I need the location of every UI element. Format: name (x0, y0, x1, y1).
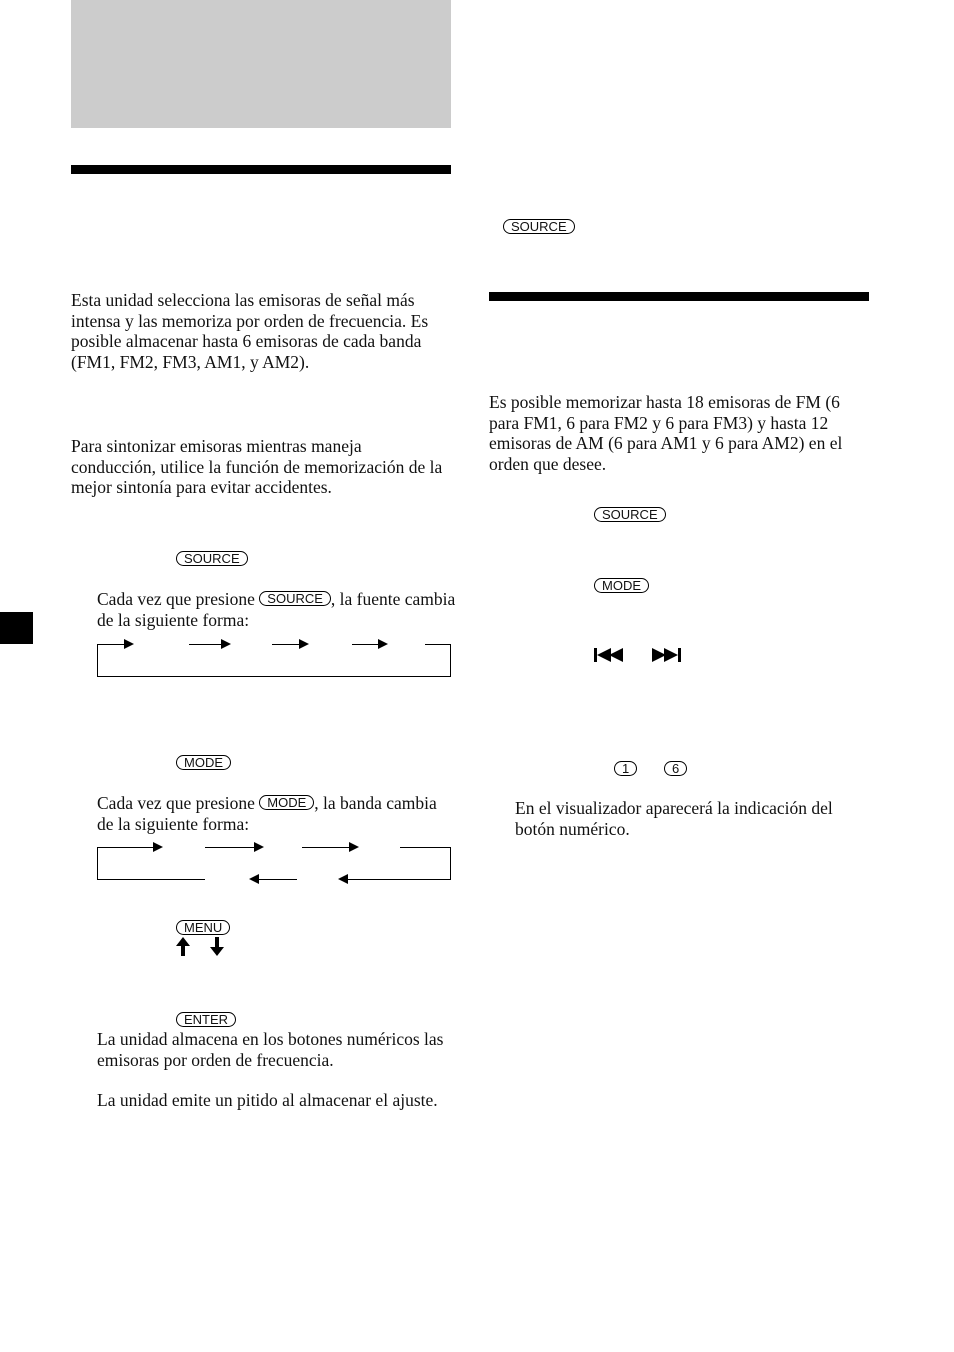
mode-key: MODE (176, 755, 231, 770)
arrow-up-icon (175, 937, 191, 957)
source-flow-arrow-3 (299, 639, 309, 649)
section-rule-left (71, 165, 451, 174)
section-header-block (71, 0, 451, 128)
band-flow-line-4 (400, 847, 451, 848)
source-flow-line-5 (425, 644, 451, 645)
band-flow-arrow-3 (349, 842, 359, 852)
band-flow-line-3 (302, 847, 349, 848)
enter-result-1: La unidad almacena en los botones numéricos las emisoras por orden de frecuencia. (97, 1029, 444, 1070)
mode-step-after: , la banda cambia de la siguiente forma: (97, 793, 437, 834)
source-step-after: , la fuente cambia de la siguiente forma: (97, 589, 456, 630)
next-track-icon (652, 648, 684, 662)
intro-paragraph: Esta unidad selecciona las emisoras de señal más intensa y las memoriza por orden de frecuencia. Es posible almacenar hasta 6 emisoras de cada banda (FM1, FM2, FM3, AM1, y AM2). (71, 290, 429, 372)
source-loop-left (97, 644, 98, 677)
source-flow-arrow-2 (221, 639, 231, 649)
menu-key: MENU (176, 920, 230, 935)
band-loop-right (450, 847, 451, 880)
band-flow-arrow-1 (153, 842, 163, 852)
band-flow-line-back-1 (259, 879, 297, 880)
band-loop-bottom-right (348, 879, 451, 880)
prev-track-icon (594, 648, 626, 662)
source-flow-arrow-1 (124, 639, 134, 649)
source-flow-line-4 (352, 644, 378, 645)
top-source-key: SOURCE (503, 219, 575, 234)
enter-key: ENTER (176, 1012, 236, 1027)
source-flow-arrow-4 (378, 639, 388, 649)
band-flow-line-2 (205, 847, 254, 848)
number-key-6: 6 (664, 761, 687, 776)
source-flow-line-3 (272, 644, 299, 645)
band-flow-line-1 (97, 847, 153, 848)
source-step-before: Cada vez que presione (97, 589, 260, 609)
number-key-1: 1 (614, 761, 637, 776)
band-flow-arrow-back-2 (338, 874, 348, 884)
enter-result-2: La unidad emite un pitido al almacenar el ajuste. (97, 1090, 438, 1110)
section-rule-right (489, 292, 869, 301)
source-key-inline: SOURCE (259, 591, 331, 606)
mode-key-right: MODE (594, 578, 649, 593)
source-key-right: SOURCE (594, 507, 666, 522)
band-loop-left (97, 847, 98, 880)
band-flow-arrow-back-1 (249, 874, 259, 884)
source-flow-line-2 (189, 644, 221, 645)
arrow-down-icon (209, 937, 225, 957)
band-loop-bottom-left (97, 879, 205, 880)
memorize-paragraph: Es posible memorizar hasta 18 emisoras de FM (6 para FM1, 6 para FM2 y 6 para FM3) y hasta 12 emisoras de AM (6 para AM1 y 6 para AM2) en el orden que desee. (489, 392, 843, 474)
band-flow-arrow-2 (254, 842, 264, 852)
mode-key-inline: MODE (259, 795, 314, 810)
source-step-text (97, 589, 457, 630)
source-key: SOURCE (176, 551, 248, 566)
page-side-tab (0, 612, 33, 644)
source-loop-right (450, 644, 451, 677)
source-flow-line-1 (97, 644, 124, 645)
mode-step-text (97, 793, 457, 834)
caution-paragraph: Para sintonizar emisoras mientras maneja conducción, utilice la función de memorización de la mejor sintonía para evitar accidentes. (71, 436, 443, 497)
mode-step-before: Cada vez que presione (97, 793, 260, 813)
source-loop-bottom (97, 676, 451, 677)
display-note: En el visualizador aparecerá la indicación del botón numérico. (515, 798, 833, 839)
